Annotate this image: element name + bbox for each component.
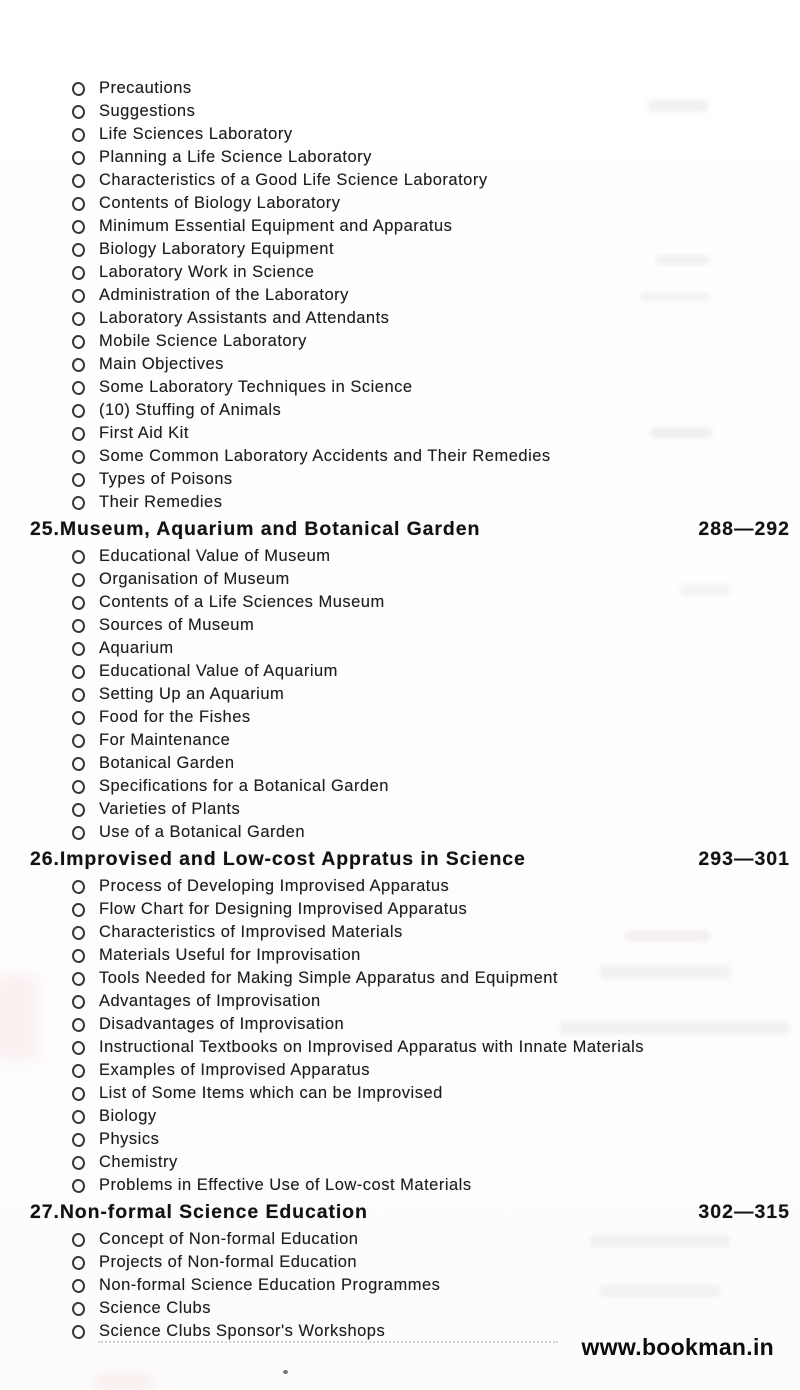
bullet-circle-icon [71,925,85,940]
toc-item [0,468,800,491]
scan-smudge [95,1374,153,1390]
bullet-circle-icon [71,687,85,702]
toc-item [0,1059,800,1082]
bullet-circle-icon [71,219,85,234]
toc-item-label: Contents of a Life Sciences Museum [99,593,385,611]
bullet-circle-icon [71,1232,85,1247]
bullet-circle-icon [71,495,85,510]
bullet-circle-icon [71,1178,85,1193]
toc-item [0,1128,800,1151]
bullet-circle-icon [71,902,85,917]
bullet-circle-icon [71,710,85,725]
toc-item-label: Precautions [99,79,192,97]
bullet-circle-icon [71,173,85,188]
bullet-circle-icon [71,1132,85,1147]
toc-item-label: Projects of Non-formal Education [99,1253,358,1271]
toc-item-label: For Maintenance [99,731,231,749]
toc-item-label: Types of Poisons [99,470,233,488]
bullet-circle-icon [71,1017,85,1032]
chapter-heading [0,848,800,874]
toc-item-label: Science Clubs Sponsor's Workshops [99,1322,386,1340]
bullet-circle-icon [71,756,85,771]
chapter-title: Improvised and Low-cost Appratus in Science [59,848,526,870]
toc-item [0,376,800,399]
chapter-block [0,848,800,1197]
bullet-circle-icon [71,472,85,487]
chapter-item-list [0,1228,800,1343]
toc-item-label: Educational Value of Aquarium [99,662,338,680]
bullet-circle-icon [71,1301,85,1316]
toc-item-label: Characteristics of Improvised Materials [99,923,403,941]
toc-item-label: List of Some Items which can be Improvised [99,1084,443,1102]
toc-item-label: Disadvantages of Improvisation [99,1015,345,1033]
toc-item [0,1251,800,1274]
bullet-circle-icon [71,733,85,748]
bullet-circle-icon [71,641,85,656]
bullet-circle-icon [71,426,85,441]
bullet-circle-icon [71,265,85,280]
bullet-circle-icon [71,196,85,211]
toc-item [0,921,800,944]
toc-item [0,545,800,568]
toc-item [0,637,800,660]
bullet-circle-icon [71,127,85,142]
bullet-circle-icon [71,1324,85,1339]
toc-item [0,1082,800,1105]
toc-item-label: Laboratory Work in Science [99,263,315,281]
toc-item-label: Advantages of Improvisation [99,992,321,1010]
toc-item [0,1274,800,1297]
toc-item [0,1228,800,1251]
toc-item-label: Botanical Garden [99,754,235,772]
toc-item [0,1013,800,1036]
toc-list-continued [0,77,800,514]
scan-line-artifact [98,1341,558,1343]
toc-item-label: Instructional Textbooks on Improvised Apparatus with Innate Materials [99,1038,645,1056]
toc-item-label: Educational Value of Museum [99,547,331,565]
toc-item [0,944,800,967]
toc-item-label: Planning a Life Science Laboratory [99,148,372,166]
chapter-page-range: 293—301 [698,848,790,870]
bullet-circle-icon [71,150,85,165]
bullet-circle-icon [71,618,85,633]
bullet-circle-icon [71,595,85,610]
toc-item-label: Contents of Biology Laboratory [99,194,341,212]
toc-item-label: Use of a Botanical Garden [99,823,306,841]
toc-item [0,238,800,261]
toc-item [0,123,800,146]
toc-item-label: Characteristics of a Good Life Science Laboratory [99,171,488,189]
toc-item-label: Varieties of Plants [99,800,241,818]
toc-item [0,192,800,215]
toc-item [0,77,800,100]
toc-item-label: Administration of the Laboratory [99,286,349,304]
toc-item-label: Concept of Non-formal Education [99,1230,359,1248]
toc-item [0,967,800,990]
toc-item [0,706,800,729]
chapters-container [0,518,800,1343]
bullet-circle-icon [71,449,85,464]
chapter-title: Non-formal Science Education [59,1201,368,1223]
chapter-number: 25. [30,518,60,540]
toc-item-label: Mobile Science Laboratory [99,332,307,350]
toc-item [0,591,800,614]
chapter-title: Museum, Aquarium and Botanical Garden [59,518,481,540]
toc-item [0,330,800,353]
toc-item [0,875,800,898]
bullet-circle-icon [71,971,85,986]
toc-item [0,399,800,422]
toc-item [0,169,800,192]
toc-item-label: Chemistry [99,1153,178,1171]
bullet-circle-icon [71,994,85,1009]
toc-item-label: Specifications for a Botanical Garden [99,777,389,795]
toc-item-label: Examples of Improvised Apparatus [99,1061,370,1079]
bullet-circle-icon [71,802,85,817]
toc-item [0,146,800,169]
bullet-circle-icon [71,825,85,840]
bullet-circle-icon [71,1109,85,1124]
toc-item [0,683,800,706]
bullet-circle-icon [71,1063,85,1078]
toc-item-label: Non-formal Science Education Programmes [99,1276,441,1294]
bullet-circle-icon [71,879,85,894]
bullet-circle-icon [71,357,85,372]
chapter-heading [0,518,800,544]
bullet-circle-icon [71,81,85,96]
toc-item-label: Some Common Laboratory Accidents and Their Remedies [99,447,551,465]
chapter-number: 27. [30,1201,60,1223]
toc-item [0,307,800,330]
bullet-circle-icon [71,549,85,564]
bullet-circle-icon [71,1155,85,1170]
toc-item-label: Science Clubs [99,1299,211,1317]
toc-item [0,729,800,752]
toc-item [0,1297,800,1320]
toc-item-label: Process of Developing Improvised Apparatus [99,877,450,895]
bullet-circle-icon [71,1255,85,1270]
toc-item-label: Setting Up an Aquarium [99,685,285,703]
toc-content [0,77,800,1343]
toc-item-label: Tools Needed for Making Simple Apparatus and Equipment [99,969,559,987]
toc-item [0,660,800,683]
toc-item [0,898,800,921]
toc-item-label: Sources of Museum [99,616,255,634]
toc-item [0,215,800,238]
toc-item-label: Aquarium [99,639,174,657]
toc-item-label: Laboratory Assistants and Attendants [99,309,390,327]
ink-dot-artifact [283,1370,288,1374]
toc-item [0,445,800,468]
toc-item-label: Organisation of Museum [99,570,290,588]
chapter-item-list [0,875,800,1197]
toc-item [0,990,800,1013]
chapter-page-range: 288—292 [698,518,790,540]
chapter-heading [0,1201,800,1227]
toc-item [0,284,800,307]
toc-item-label: Minimum Essential Equipment and Apparatus [99,217,453,235]
bullet-circle-icon [71,334,85,349]
toc-item-label: (10) Stuffing of Animals [99,401,282,419]
watermark: www.bookman.in [581,1334,774,1360]
toc-item [0,100,800,123]
toc-item [0,1036,800,1059]
toc-item [0,422,800,445]
chapter-number: 26. [30,848,60,870]
bullet-circle-icon [71,948,85,963]
toc-item-label: Food for the Fishes [99,708,251,726]
toc-item [0,353,800,376]
toc-item-label: First Aid Kit [99,424,189,442]
toc-item [0,568,800,591]
toc-item-label: Flow Chart for Designing Improvised Apparatus [99,900,468,918]
bullet-circle-icon [71,1086,85,1101]
toc-item [0,261,800,284]
bullet-circle-icon [71,288,85,303]
toc-item [0,614,800,637]
toc-item [0,775,800,798]
chapter-block [0,518,800,844]
bullet-circle-icon [71,311,85,326]
bullet-circle-icon [71,380,85,395]
bullet-circle-icon [71,403,85,418]
toc-item-label: Some Laboratory Techniques in Science [99,378,413,396]
bullet-circle-icon [71,779,85,794]
toc-item [0,798,800,821]
chapter-page-range: 302—315 [698,1201,790,1223]
toc-item-label: Their Remedies [99,493,223,511]
toc-item [0,1151,800,1174]
toc-item [0,752,800,775]
bullet-circle-icon [71,104,85,119]
chapter-item-list [0,545,800,844]
bullet-circle-icon [71,1278,85,1293]
toc-item [0,1174,800,1197]
toc-item [0,1105,800,1128]
bullet-circle-icon [71,572,85,587]
toc-item-label: Biology [99,1107,157,1125]
bullet-circle-icon [71,1040,85,1055]
toc-item-label: Problems in Effective Use of Low-cost Materials [99,1176,472,1194]
bullet-circle-icon [71,242,85,257]
toc-item-label: Suggestions [99,102,196,120]
toc-item-label: Materials Useful for Improvisation [99,946,361,964]
chapter-block [0,1201,800,1343]
toc-item-label: Life Sciences Laboratory [99,125,293,143]
toc-item-label: Physics [99,1130,160,1148]
toc-item [0,821,800,844]
toc-item-label: Main Objectives [99,355,224,373]
bullet-circle-icon [71,664,85,679]
toc-item-label: Biology Laboratory Equipment [99,240,335,258]
toc-item [0,491,800,514]
